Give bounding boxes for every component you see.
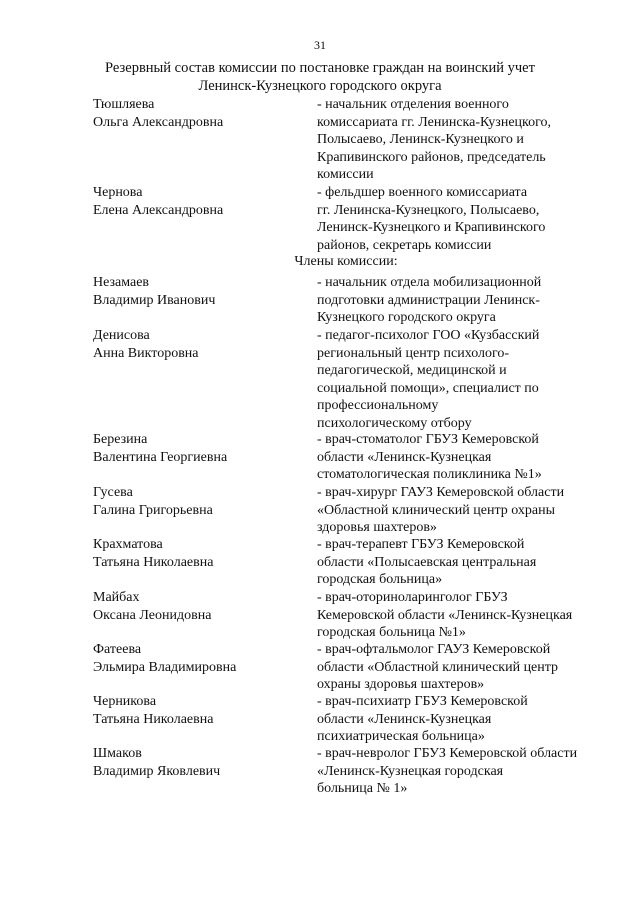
position-description bbox=[317, 184, 613, 254]
position-line: комиссариата гг. Ленинска-Кузнецкого, bbox=[317, 114, 552, 130]
position-line: подготовки администрации Ленинск- bbox=[317, 292, 540, 308]
surname: Черникова bbox=[93, 694, 157, 709]
position-line: больница № 1» bbox=[317, 781, 408, 796]
surname: Шмаков bbox=[93, 746, 142, 761]
position-line: городская больница №1» bbox=[317, 625, 466, 640]
position-line: - врач-стоматолог ГБУЗ Кемеровской bbox=[317, 432, 539, 447]
position-line: области «Полысаевская центральная bbox=[317, 554, 537, 570]
title-line-2: Ленинск-Кузнецкого городского округа bbox=[198, 77, 442, 94]
position-line: профессиональному bbox=[317, 398, 439, 413]
position-line: районов, секретарь комиссии bbox=[317, 237, 492, 253]
given-names: Ольга Александровна bbox=[93, 114, 224, 130]
person-name bbox=[93, 327, 303, 362]
position-line: - врач-невролог ГБУЗ Кемеровской области bbox=[317, 746, 578, 761]
surname: Тюшляева bbox=[93, 97, 155, 112]
position-line: - врач-офтальмолог ГАУЗ Кемеровской bbox=[317, 642, 551, 657]
given-names: Татьяна Николаевна bbox=[93, 554, 214, 570]
surname: Незамаев bbox=[93, 275, 150, 290]
position-line: «Областной клинический центр охраны bbox=[317, 502, 556, 518]
position-description bbox=[317, 274, 613, 327]
position-description bbox=[317, 96, 613, 184]
position-line: гг. Ленинска-Кузнецкого, Полысаево, bbox=[317, 202, 540, 218]
person-name bbox=[93, 274, 303, 309]
position-line: - педагог-психолог ГОО «Кузбасский bbox=[317, 328, 540, 343]
person-name bbox=[93, 484, 303, 519]
position-line: - начальник отдела мобилизационной bbox=[317, 275, 542, 290]
position-line: Ленинск-Кузнецкого и Крапивинского bbox=[317, 220, 546, 235]
given-names: Анна Викторовна bbox=[93, 345, 199, 361]
position-line: стоматологическая поликлиника №1» bbox=[317, 467, 542, 482]
position-description bbox=[317, 431, 613, 484]
given-names: Валентина Георгиевна bbox=[93, 449, 228, 465]
position-line: - начальник отделения военного bbox=[317, 97, 509, 112]
person-name bbox=[93, 431, 303, 466]
position-line: - врач-психиатр ГБУЗ Кемеровской bbox=[317, 694, 528, 709]
position-line: области «Ленинск-Кузнецкая bbox=[317, 449, 492, 465]
person-name bbox=[93, 745, 303, 780]
surname: Майбах bbox=[93, 590, 140, 605]
position-description bbox=[317, 327, 613, 432]
document-title bbox=[0, 60, 640, 95]
surname: Гусева bbox=[93, 485, 133, 500]
position-description bbox=[317, 745, 613, 798]
given-names: Эльмира Владимировна bbox=[93, 659, 237, 675]
given-names: Елена Александровна bbox=[93, 202, 224, 218]
given-names: Владимир Яковлевич bbox=[93, 763, 221, 779]
position-line: Полысаево, Ленинск-Кузнецкого и bbox=[317, 132, 524, 147]
surname: Березина bbox=[93, 432, 148, 447]
position-line: «Ленинск-Кузнецкая городская bbox=[317, 763, 504, 779]
position-description bbox=[317, 641, 613, 694]
position-line: Крапивинского районов, председатель bbox=[317, 149, 546, 165]
position-line: городская больница» bbox=[317, 572, 443, 587]
surname: Чернова bbox=[93, 185, 143, 200]
position-line: области «Ленинск-Кузнецкая bbox=[317, 711, 492, 727]
position-description bbox=[317, 589, 613, 642]
person-name bbox=[93, 96, 303, 131]
position-line: - фельдшер военного комиссариата bbox=[317, 185, 528, 200]
person-name bbox=[93, 536, 303, 571]
surname: Фатеева bbox=[93, 642, 142, 657]
position-line: региональный центр психолого- bbox=[317, 345, 510, 361]
members-heading: Члены комиссии: bbox=[294, 254, 398, 269]
surname: Денисова bbox=[93, 328, 150, 343]
given-names: Татьяна Николаевна bbox=[93, 711, 214, 727]
position-line: охраны здоровья шахтеров» bbox=[317, 677, 485, 692]
position-description bbox=[317, 536, 613, 589]
given-names: Оксана Леонидовна bbox=[93, 607, 212, 623]
person-name bbox=[93, 641, 303, 676]
position-line: комиссии bbox=[317, 167, 374, 182]
position-description bbox=[317, 484, 613, 537]
position-line: социальной помощи», специалист по bbox=[317, 380, 539, 396]
position-line: - врач-оториноларинголог ГБУЗ bbox=[317, 590, 508, 605]
person-name bbox=[93, 184, 303, 219]
person-name bbox=[93, 693, 303, 728]
surname: Крахматова bbox=[93, 537, 163, 552]
position-line: Кемеровской области «Ленинск-Кузнецкая bbox=[317, 607, 573, 623]
person-name bbox=[93, 589, 303, 624]
position-description bbox=[317, 693, 613, 746]
given-names: Владимир Иванович bbox=[93, 292, 216, 308]
position-line: педагогической, медицинской и bbox=[317, 363, 507, 378]
position-line: психиатрическая больница» bbox=[317, 729, 485, 744]
position-line: области «Областной клинический центр bbox=[317, 659, 559, 675]
position-line: Кузнецкого городского округа bbox=[317, 310, 496, 325]
page-number: 31 bbox=[314, 38, 326, 52]
position-line: - врач-хирург ГАУЗ Кемеровской области bbox=[317, 485, 565, 500]
given-names: Галина Григорьевна bbox=[93, 502, 213, 518]
position-line: здоровья шахтеров» bbox=[317, 520, 437, 535]
position-line: - врач-терапевт ГБУЗ Кемеровской bbox=[317, 537, 525, 552]
title-line-1: Резервный состав комиссии по постановке граждан на воинский учет bbox=[105, 60, 535, 76]
position-line: психологическому отбору bbox=[317, 415, 472, 431]
